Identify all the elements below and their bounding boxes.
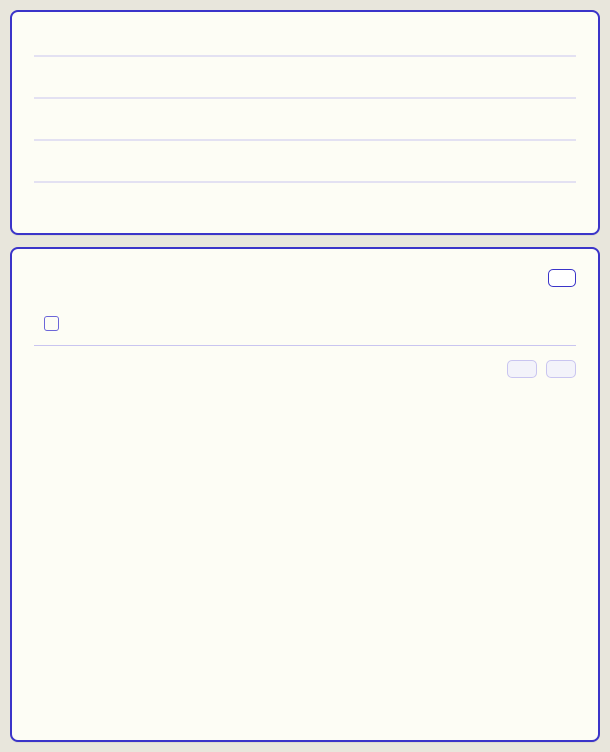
select-all-checkbox[interactable]	[44, 316, 59, 331]
next-page-button[interactable]	[546, 360, 576, 378]
column-header-status[interactable]	[78, 305, 174, 345]
exercise-line-chart	[34, 46, 576, 221]
add-payment-button[interactable]	[548, 269, 576, 287]
exercise-minutes-card	[10, 10, 600, 235]
payments-footer	[34, 360, 576, 378]
chart-gridlines	[34, 56, 576, 182]
payments-table-head	[34, 305, 576, 345]
table-header-row	[34, 305, 576, 345]
select-all-header	[34, 305, 78, 345]
column-header-email[interactable]	[174, 305, 432, 345]
payments-card	[10, 247, 600, 742]
previous-page-button[interactable]	[507, 360, 537, 378]
pagination-controls	[507, 360, 576, 378]
column-header-amount[interactable]	[432, 305, 542, 345]
chart-svg	[34, 46, 576, 221]
payments-table	[34, 305, 576, 346]
column-header-actions	[542, 305, 576, 345]
payments-header	[34, 269, 576, 287]
